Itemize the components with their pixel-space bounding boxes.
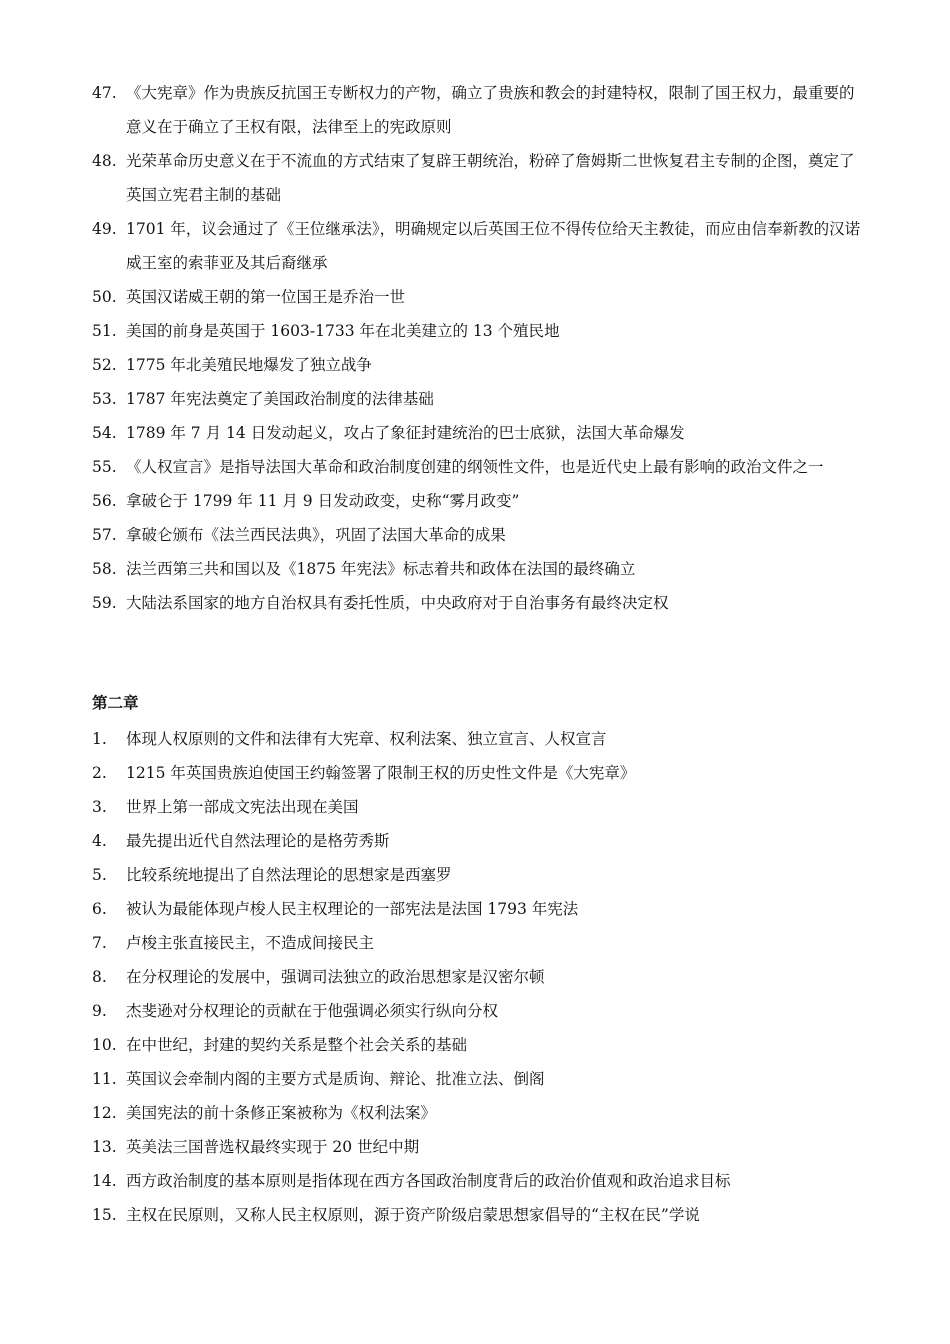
item-number: 7.: [92, 934, 107, 952]
item-text: 大陆法系国家的地方自治权具有委托性质，中央政府对于自治事务有最终决定权: [126, 594, 669, 612]
item-number: 6.: [92, 900, 107, 918]
item-number: 59.: [92, 594, 117, 612]
item-number: 54.: [92, 424, 117, 442]
item-number: 3.: [92, 798, 107, 816]
item-number: 53.: [92, 390, 117, 408]
item-text: 光荣革命历史意义在于不流血的方式结束了复辟王朝统治，粉碎了詹姆斯二世恢复君主专制的企图，奠定了英国立宪君主制的基础: [126, 152, 855, 204]
item-text: 杰斐逊对分权理论的贡献在于他强调必须实行纵向分权: [126, 1002, 499, 1020]
item-text: 《人权宣言》是指导法国大革命和政治制度创建的纲领性文件，也是近代史上最有影响的政治文件之一: [126, 458, 824, 476]
list-item: [92, 892, 862, 926]
item-text: 在中世纪，封建的契约关系是整个社会关系的基础: [126, 1036, 468, 1054]
item-text: 在分权理论的发展中，强调司法独立的政治思想家是汉密尔顿: [126, 968, 545, 986]
item-number: 58.: [92, 560, 117, 578]
item-number: 15.: [92, 1206, 117, 1224]
item-text: 英美法三国普选权最终实现于 20 世纪中期: [126, 1138, 420, 1156]
list-item: [92, 926, 862, 960]
list-item: [92, 552, 862, 586]
item-text: 《大宪章》作为贵族反抗国王专断权力的产物，确立了贵族和教会的封建特权，限制了国王权力，最重要的意义在于确立了王权有限，法律至上的宪政原则: [126, 84, 855, 136]
item-number: 57.: [92, 526, 117, 544]
item-text: 法兰西第三共和国以及《1875 年宪法》标志着共和政体在法国的最终确立: [126, 560, 636, 578]
item-text: 世界上第一部成文宪法出现在美国: [126, 798, 359, 816]
item-text: 最先提出近代自然法理论的是格劳秀斯: [126, 832, 390, 850]
item-number: 51.: [92, 322, 117, 340]
chapter-heading: 第二章: [92, 694, 139, 712]
list-item: [92, 416, 862, 450]
item-text: 1787 年宪法奠定了美国政治制度的法律基础: [126, 390, 434, 408]
item-number: 12.: [92, 1104, 117, 1122]
item-text: 拿破仑颁布《法兰西民法典》，巩固了法国大革命的成果: [126, 526, 506, 544]
item-text: 主权在民原则，又称人民主权原则，源于资产阶级启蒙思想家倡导的“主权在民”学说: [126, 1206, 700, 1224]
list-item: [92, 314, 862, 348]
list-item: [92, 722, 862, 756]
item-text: 英国议会牵制内阁的主要方式是质询、辩论、批准立法、倒阁: [126, 1070, 545, 1088]
list-item: [92, 212, 862, 280]
item-number: 9.: [92, 1002, 107, 1020]
list-item: [92, 382, 862, 416]
item-number: 50.: [92, 288, 117, 306]
item-number: 14.: [92, 1172, 117, 1190]
item-number: 55.: [92, 458, 117, 476]
list-item: [92, 144, 862, 212]
item-number: 56.: [92, 492, 117, 510]
item-number: 47.: [92, 84, 117, 102]
list-item: [92, 586, 862, 620]
list-item: [92, 994, 862, 1028]
item-text: 被认为最能体现卢梭人民主权理论的一部宪法是法国 1793 年宪法: [126, 900, 579, 918]
list-item: [92, 484, 862, 518]
item-text: 卢梭主张直接民主，不造成间接民主: [126, 934, 375, 952]
list-item: [92, 76, 862, 144]
list-item: [92, 1164, 862, 1198]
list-item: [92, 1028, 862, 1062]
list-item: [92, 756, 862, 790]
list-item: [92, 960, 862, 994]
item-text: 西方政治制度的基本原则是指体现在西方各国政治制度背后的政治价值观和政治追求目标: [126, 1172, 731, 1190]
item-text: 1701 年，议会通过了《王位继承法》，明确规定以后英国王位不得传位给天主教徒，而应由信奉新教的汉诺威王室的索菲亚及其后裔继承: [126, 220, 861, 272]
item-number: 8.: [92, 968, 107, 986]
item-number: 10.: [92, 1036, 117, 1054]
item-text: 1789 年 7 月 14 日发动起义，攻占了象征封建统治的巴士底狱，法国大革命爆发: [126, 424, 685, 442]
item-number: 13.: [92, 1138, 117, 1156]
item-text: 美国宪法的前十条修正案被称为《权利法案》: [126, 1104, 437, 1122]
numbered-list-chapter-2: [92, 722, 862, 1232]
item-number: 11.: [92, 1070, 117, 1088]
item-text: 英国汉诺威王朝的第一位国王是乔治一世: [126, 288, 406, 306]
item-text: 美国的前身是英国于 1603-1733 年在北美建立的 13 个殖民地: [126, 322, 560, 340]
item-number: 4.: [92, 832, 107, 850]
numbered-list-chapter-1: [92, 76, 862, 620]
list-item: [92, 518, 862, 552]
list-item: [92, 824, 862, 858]
list-item: [92, 1198, 862, 1232]
item-number: 2.: [92, 764, 107, 782]
item-number: 52.: [92, 356, 117, 374]
list-item: [92, 1096, 862, 1130]
item-text: 1215 年英国贵族迫使国王约翰签署了限制王权的历史性文件是《大宪章》: [126, 764, 636, 782]
list-item: [92, 858, 862, 892]
item-text: 拿破仑于 1799 年 11 月 9 日发动政变，史称“雾月政变”: [126, 492, 520, 510]
item-text: 体现人权原则的文件和法律有大宪章、权利法案、独立宣言、人权宣言: [126, 730, 607, 748]
list-item: [92, 1062, 862, 1096]
item-number: 49.: [92, 220, 117, 238]
list-item: [92, 1130, 862, 1164]
item-text: 比较系统地提出了自然法理论的思想家是西塞罗: [126, 866, 452, 884]
list-item: [92, 790, 862, 824]
list-item: [92, 348, 862, 382]
list-item: [92, 280, 862, 314]
item-number: 1.: [92, 730, 107, 748]
list-item: [92, 450, 862, 484]
item-number: 5.: [92, 866, 107, 884]
item-number: 48.: [92, 152, 117, 170]
item-text: 1775 年北美殖民地爆发了独立战争: [126, 356, 372, 374]
